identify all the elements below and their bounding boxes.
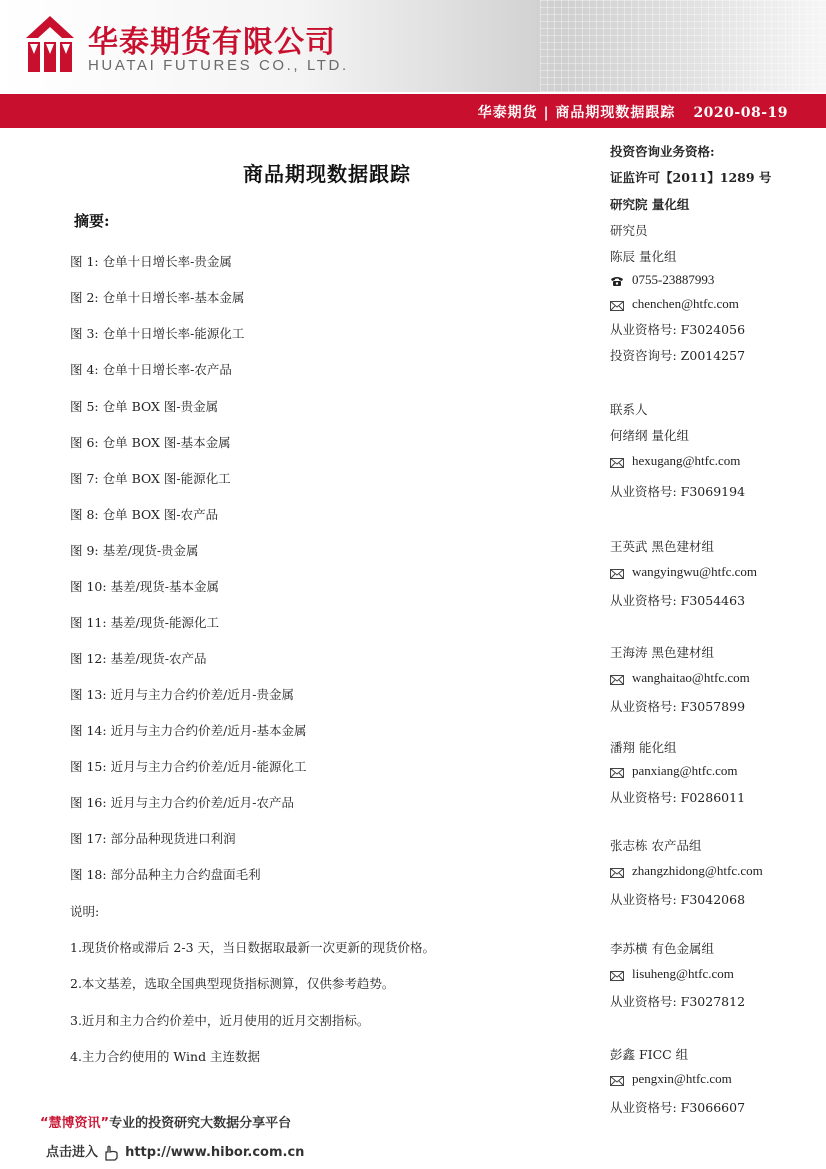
figure-item: 图 8: 仓单 BOX 图-农产品 xyxy=(70,507,219,522)
contact-email-row xyxy=(610,966,734,982)
report-date: 2020-08-19 xyxy=(693,105,788,121)
contact-email[interactable]: panxiang@htfc.com xyxy=(632,763,738,778)
mail-icon xyxy=(610,671,632,686)
researcher-license: 从业资格号: F3024056 xyxy=(610,322,746,337)
mail-icon xyxy=(610,967,632,982)
title-bar xyxy=(0,94,826,128)
figure-item: 图 11: 基差/现货-能源化工 xyxy=(70,615,219,630)
figure-item: 图 10: 基差/现货-基本金属 xyxy=(70,579,219,594)
contact-name: 王海涛 黑色建材组 xyxy=(610,645,714,660)
contact-email[interactable]: wangyingwu@htfc.com xyxy=(632,564,757,579)
contact-email[interactable]: wanghaitao@htfc.com xyxy=(632,670,750,685)
contact-email[interactable]: zhangzhidong@htfc.com xyxy=(632,863,763,878)
contact-name: 张志栋 农产品组 xyxy=(610,838,702,853)
figure-item: 图 16: 近月与主力合约价差/近月-农产品 xyxy=(70,795,294,810)
contact-email[interactable]: hexugang@htfc.com xyxy=(632,453,741,468)
footer-tagline-text: 专业的投资研究大数据分享平台 xyxy=(109,1116,292,1131)
contact-email-row xyxy=(610,564,757,580)
contact-email-row xyxy=(610,453,740,469)
license-number: 证监许可【2011】1289 号 xyxy=(610,170,772,185)
figure-item: 图 15: 近月与主力合约价差/近月-能源化工 xyxy=(70,759,307,774)
title-bar-text xyxy=(478,102,788,122)
notes-label: 说明: xyxy=(70,904,100,919)
researcher-phone-row xyxy=(610,272,714,288)
figure-item: 图 12: 基差/现货-农产品 xyxy=(70,651,207,666)
contact-license: 从业资格号: F0286011 xyxy=(610,790,746,805)
qualification-title: 投资咨询业务资格: xyxy=(610,144,715,159)
footer-tagline xyxy=(40,1112,291,1131)
contact-license: 从业资格号: F3066607 xyxy=(610,1100,746,1115)
mail-icon xyxy=(610,864,632,879)
researcher-consult-license: 投资咨询号: Z0014257 xyxy=(610,348,746,363)
figure-item: 图 3: 仓单十日增长率-能源化工 xyxy=(70,326,245,341)
huatai-logo-icon xyxy=(22,14,78,74)
mail-icon xyxy=(610,565,632,580)
department: 研究院 量化组 xyxy=(610,197,690,212)
contact-license: 从业资格号: F3069194 xyxy=(610,484,746,499)
researcher-email[interactable]: chenchen@htfc.com xyxy=(632,296,739,311)
abstract-label: 摘要: xyxy=(74,212,110,230)
company-name-cn: 华泰期货有限公司 xyxy=(88,25,336,60)
bar-title: 华泰期货 | 商品期现数据跟踪 xyxy=(477,105,676,121)
note-item: 2.本文基差，选取全国典型现货指标测算，仅供参考趋势。 xyxy=(70,976,395,991)
figure-item: 图 9: 基差/现货-贵金属 xyxy=(70,543,199,558)
company-name-en: HUATAI FUTURES CO., LTD. xyxy=(88,57,349,74)
report-title: 商品期现数据跟踪 xyxy=(243,162,411,186)
figure-item: 图 17: 部分品种现货进口利润 xyxy=(70,831,236,846)
contact-license: 从业资格号: F3027812 xyxy=(610,994,746,1009)
contact-email-row xyxy=(610,863,763,879)
contact-license: 从业资格号: F3054463 xyxy=(610,593,746,608)
contact-name: 彭鑫 FICC 组 xyxy=(610,1047,689,1062)
contact-email[interactable]: pengxin@htfc.com xyxy=(632,1071,732,1086)
footer-link-prefix: 点击进入 xyxy=(46,1145,99,1160)
figure-item: 图 5: 仓单 BOX 图-贵金属 xyxy=(70,399,219,414)
contact-email[interactable]: lisuheng@htfc.com xyxy=(632,966,734,981)
header-grid-decoration xyxy=(540,0,826,92)
pointer-hand-icon xyxy=(103,1145,121,1161)
footer-url[interactable]: http://www.hibor.com.cn xyxy=(125,1145,305,1160)
mail-icon xyxy=(610,454,632,469)
figure-item: 图 2: 仓单十日增长率-基本金属 xyxy=(70,290,245,305)
contact-name: 何绪纲 量化组 xyxy=(610,428,689,443)
contact-email-row xyxy=(610,763,737,779)
researcher-label: 研究员 xyxy=(610,223,648,238)
figure-item: 图 14: 近月与主力合约价差/近月-基本金属 xyxy=(70,723,307,738)
contact-name: 潘翔 能化组 xyxy=(610,740,677,755)
figure-item: 图 18: 部分品种主力合约盘面毛利 xyxy=(70,867,261,882)
researcher-email-row xyxy=(610,296,739,312)
note-item: 3.近月和主力合约价差中，近月使用的近月交割指标。 xyxy=(70,1013,370,1028)
contact-name: 李苏横 有色金属组 xyxy=(610,941,714,956)
contact-name: 王英武 黑色建材组 xyxy=(610,539,714,554)
contact-license: 从业资格号: F3042068 xyxy=(610,892,746,907)
mail-icon xyxy=(610,764,632,779)
researcher-name: 陈辰 量化组 xyxy=(610,249,677,264)
phone-icon xyxy=(610,273,632,288)
mail-icon xyxy=(610,1072,632,1087)
footer-link-row xyxy=(46,1141,304,1161)
contact-license: 从业资格号: F3057899 xyxy=(610,699,746,714)
contact-email-row xyxy=(610,1071,732,1087)
figure-item: 图 13: 近月与主力合约价差/近月-贵金属 xyxy=(70,687,294,702)
researcher-phone: 0755-23887993 xyxy=(632,272,715,287)
note-item: 4.主力合约使用的 Wind 主连数据 xyxy=(70,1049,261,1064)
note-item: 1.现货价格或滞后 2-3 天，当日数据取最新一次更新的现货价格。 xyxy=(70,940,436,955)
figure-item: 图 1: 仓单十日增长率-贵金属 xyxy=(70,254,232,269)
figure-item: 图 6: 仓单 BOX 图-基本金属 xyxy=(70,435,231,450)
contact-email-row xyxy=(610,670,750,686)
figure-item: 图 7: 仓单 BOX 图-能源化工 xyxy=(70,471,231,486)
mail-icon xyxy=(610,297,632,312)
footer-brand: “慧博资讯” xyxy=(40,1116,110,1131)
contact-label: 联系人 xyxy=(610,402,648,417)
figure-item: 图 4: 仓单十日增长率-农产品 xyxy=(70,362,232,377)
